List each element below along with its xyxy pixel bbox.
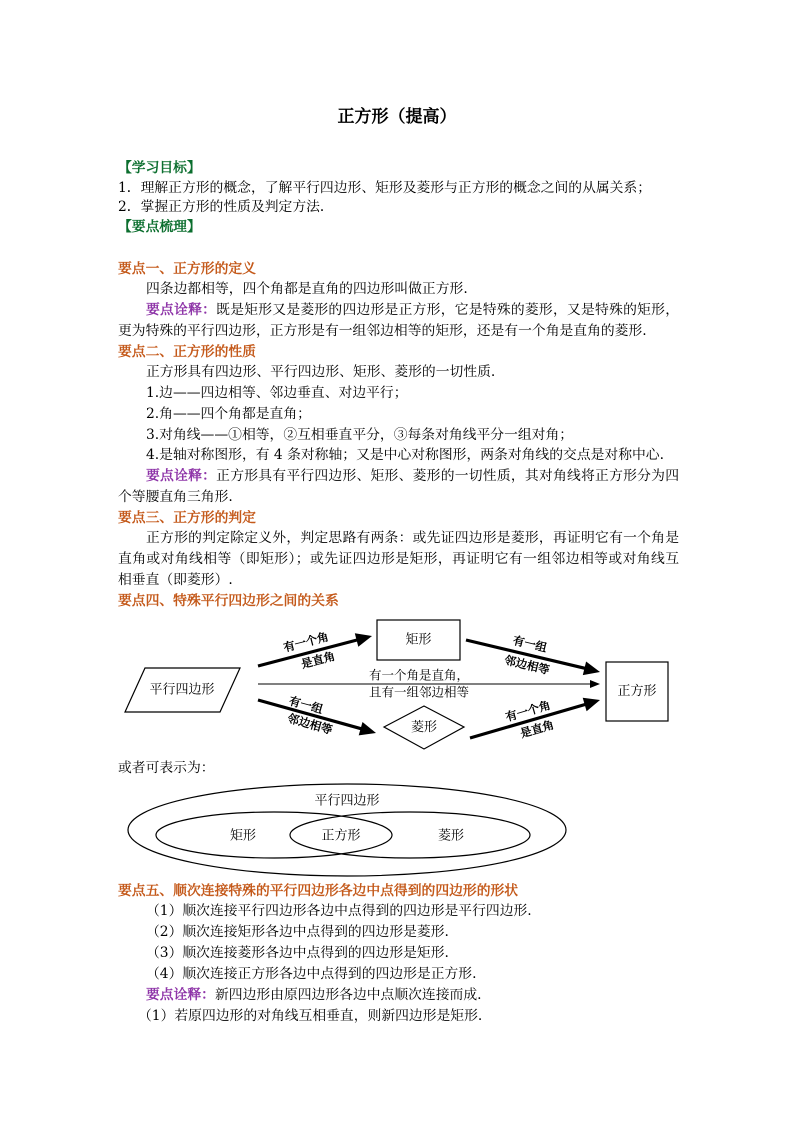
point5-item: （2）顺次连接矩形各边中点得到的四边形是菱形. [146, 924, 449, 941]
relationship-flow-diagram [0, 612, 794, 757]
property-item: 2.角——四个角都是直角； [146, 405, 311, 422]
arrow-head [359, 722, 376, 735]
arrow-label: 邻边相等 [285, 711, 335, 737]
page-title: 正方形（提高） [337, 107, 457, 127]
point5-item: （3）顺次连接菱形各边中点得到的四边形是矩形. [146, 945, 449, 962]
point1-note-line [118, 300, 679, 321]
venn-diagram [0, 780, 794, 880]
rhombus-label: 菱形 [410, 720, 438, 735]
venn-overlap-label: 正方形 [321, 828, 361, 844]
venn-outer-label: 平行四边形 [314, 793, 380, 809]
note-text: 既是矩形又是菱形的四边形是正方形，它是特殊的菱形，又是特殊的矩形， [216, 302, 680, 319]
point2-intro: 正方形具有四边形、平行四边形、矩形、菱形的一切性质. [146, 364, 496, 381]
point1-heading: 要点一、正方形的定义 [118, 260, 256, 277]
arrow-head [583, 698, 600, 711]
points-section [118, 259, 680, 612]
alt-intro: 或者可表示为： [118, 759, 215, 776]
note-label: 要点诠释： [146, 986, 215, 1003]
arrow-label: 且有一组邻边相等 [368, 684, 470, 700]
arrow-label: 邻边相等 [503, 652, 551, 678]
parallelogram-label: 平行四边形 [149, 682, 215, 698]
note-label: 要点诠释： [146, 468, 217, 485]
alt-intro-section [118, 758, 674, 779]
note-text: 正方形具有平行四边形、矩形、菱形的一切性质，其对角线将正方形分为四 [216, 468, 680, 485]
arrow-label: 有一组 [511, 633, 549, 655]
point2-note-line [118, 466, 679, 487]
point2-heading: 要点二、正方形的性质 [118, 343, 256, 360]
objectives-section [118, 159, 674, 238]
arrow-label: 有一个角是直角， [368, 667, 470, 683]
point5-note-line [118, 985, 674, 1006]
arrow-label: 有一个角 [281, 629, 331, 655]
point3-line: 直角或对角线相等（即矩形）；或先证四边形是矩形，再证明它有一组邻边相等或对角线互 [118, 551, 679, 568]
property-item: 4.是轴对称图形，有 4 条对称轴；又是中心对称图形，两条对角线的交点是对称中心. [146, 447, 664, 464]
venn-right-label: 菱形 [437, 828, 465, 844]
arrow-head [355, 633, 372, 647]
point3-line: 相垂直（即菱形）. [118, 571, 233, 588]
note-text: 新四边形由原四边形各边中点顺次连接而成. [214, 986, 482, 1003]
point1-note-line: 更为特殊的平行四边形，正方形是有一组邻边相等的矩形，还是有一个角是直角的菱形. [118, 322, 647, 339]
objective-item: 1．理解正方形的概念，了解平行四边形、矩形及菱形与正方形的概念之间的从属关系； [118, 179, 652, 196]
point5-heading: 要点五、顺次连接特殊的平行四边形各边中点得到的四边形的形状 [118, 882, 519, 899]
point3-heading: 要点三、正方形的判定 [118, 509, 256, 526]
summary-heading: 【要点梳理】 [118, 219, 201, 236]
arrow-head [590, 680, 600, 688]
rectangle-label: 矩形 [405, 632, 432, 648]
arrow-label: 有一组 [287, 693, 325, 717]
arrow-label: 是直角 [299, 648, 337, 672]
point5-item: （1）顺次连接平行四边形各边中点得到的四边形是平行四边形. [146, 903, 532, 920]
point5-sub-item: （1）若原四边形的对角线互相垂直，则新四边形是矩形. [138, 1007, 483, 1024]
note-label: 要点诠释： [146, 302, 217, 319]
point4-heading: 要点四、特殊平行四边形之间的关系 [118, 592, 339, 609]
objectives-heading: 【学习目标】 [118, 160, 201, 176]
arrow-label: 有一个角 [503, 697, 553, 725]
point3-line: 正方形的判定除定义外，判定思路有两条：或先证四边形是菱形，再证明它有一个角是 [146, 530, 679, 547]
venn-left-label: 矩形 [229, 828, 257, 844]
arrow-head [583, 662, 600, 676]
property-item: 1.边——四边相等、邻边垂直、对边平行； [146, 385, 408, 402]
point5-section [118, 881, 674, 1027]
square-label: 正方形 [617, 684, 657, 699]
objective-item: 2．掌握正方形的性质及判定方法． [118, 199, 334, 216]
point1-definition: 四条边都相等，四个角都是直角的四边形叫做正方形. [146, 281, 468, 298]
point2-note-line: 个等腰直角三角形. [118, 488, 233, 505]
arrow-label: 是直角 [518, 717, 556, 741]
property-item: 3.对角线——①相等，②互相垂直平分，③每条对角线平分一组对角； [146, 426, 574, 443]
point5-item: （4）顺次连接正方形各边中点得到的四边形是正方形. [146, 965, 477, 982]
